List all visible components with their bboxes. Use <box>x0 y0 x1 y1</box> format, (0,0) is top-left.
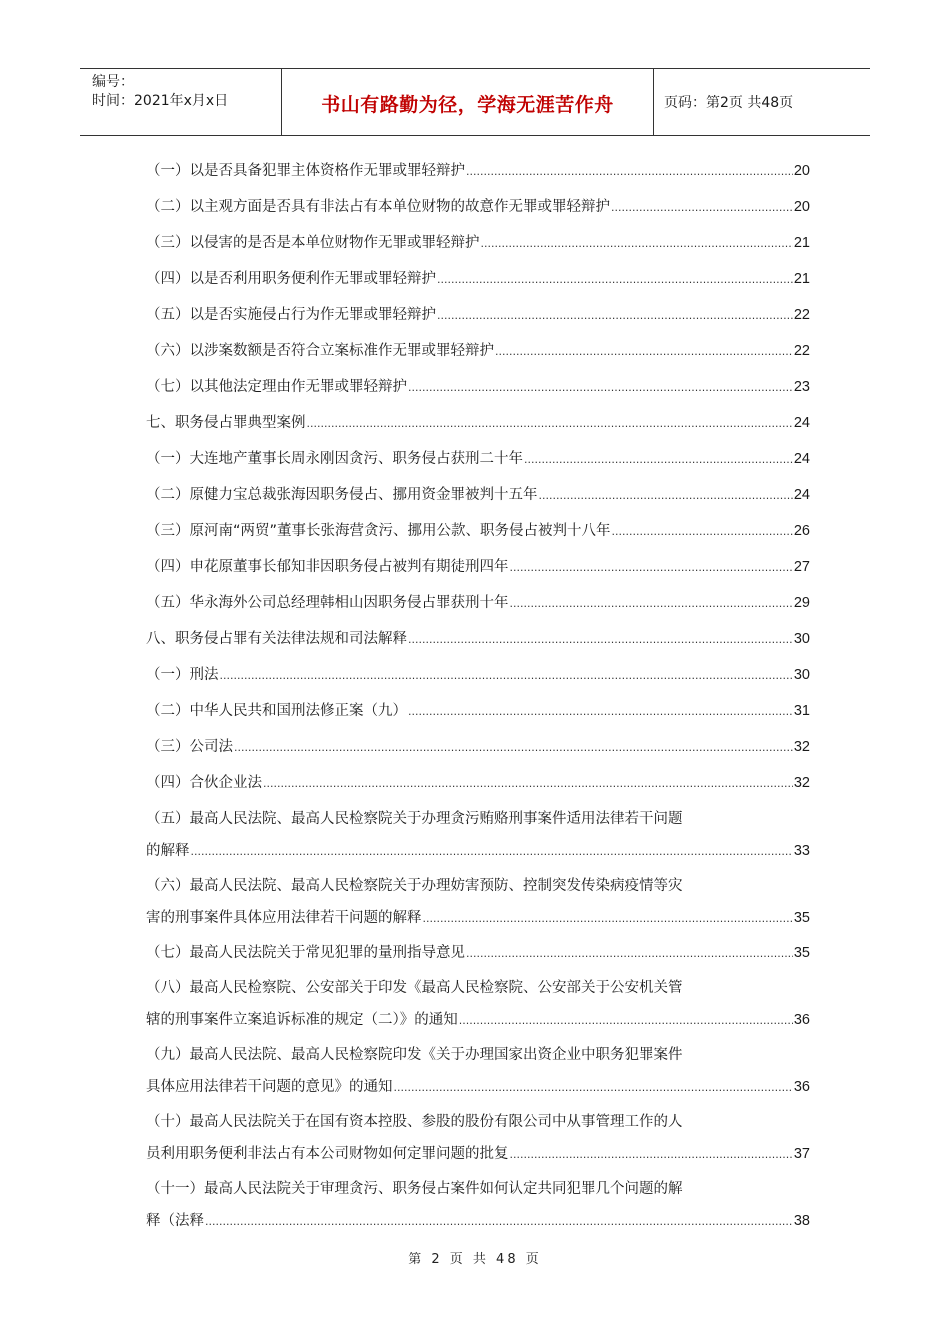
toc-entry[interactable] <box>146 477 810 513</box>
toc-entry-line1: （九）最高人民法院、最高人民检察院印发《关于办理国家出资企业中职务犯罪案件 <box>146 1047 683 1063</box>
toc-entry-page: 20 <box>793 163 810 179</box>
toc-entry-label: （六）以涉案数额是否符合立案标准作无罪或罪轻辩护 <box>146 343 494 359</box>
header-motto: 书山有路勤为径，学海无涯苦作舟 <box>282 69 654 135</box>
toc-entry-line1: （十一）最高人民法院关于审理贪污、职务侵占案件如何认定共同犯罪几个问题的解 <box>146 1181 683 1197</box>
toc-leader <box>263 765 793 802</box>
toc-leader <box>510 549 793 586</box>
toc-entry-multiline[interactable] <box>146 803 810 868</box>
toc-entry-page: 37 <box>793 1146 810 1162</box>
toc-entry-page: 32 <box>793 775 810 791</box>
toc-entry[interactable] <box>146 225 810 261</box>
toc-entry-multiline[interactable] <box>146 972 810 1037</box>
toc-entry-page: 35 <box>793 910 810 926</box>
toc-entry-label: （二）以主观方面是否具有非法占有本单位财物的故意作无罪或罪轻辩护 <box>146 199 610 215</box>
toc-entry-line2: 员利用职务便利非法占有本公司财物如何定罪问题的批复 <box>146 1146 509 1162</box>
toc-entry-line2: 辖的刑事案件立案追诉标准的规定（二）》的通知 <box>146 1012 458 1028</box>
toc-leader <box>408 369 793 406</box>
toc-entry-line1: （五）最高人民法院、最高人民检察院关于办理贪污贿赂刑事案件适用法律若干问题 <box>146 811 683 827</box>
toc-entry[interactable] <box>146 549 810 585</box>
header-page-info: 页码：第2页 共48页 <box>664 95 794 111</box>
toc-entry-multiline[interactable] <box>146 1173 810 1238</box>
toc-entry-page: 30 <box>793 631 810 647</box>
toc-leader <box>437 261 793 298</box>
toc-entry[interactable] <box>146 693 810 729</box>
toc-entry-page: 36 <box>793 1012 810 1028</box>
toc-entry-page: 35 <box>793 945 810 961</box>
toc-entry-label: （四）以是否利用职务便利作无罪或罪轻辩护 <box>146 271 436 287</box>
toc-leader <box>612 513 793 550</box>
toc-entry-page: 36 <box>793 1079 810 1095</box>
toc-entry-label: （四）合伙企业法 <box>146 775 262 791</box>
toc-entry-multiline[interactable] <box>146 870 810 935</box>
toc-entry-line2: 害的刑事案件具体应用法律若干问题的解释 <box>146 910 422 926</box>
toc-entry[interactable] <box>146 405 810 441</box>
toc-entry[interactable] <box>146 369 810 405</box>
toc-leader <box>191 835 793 868</box>
page-footer: 第 2 页 共 48 页 <box>408 1252 542 1267</box>
toc-entry-line1: （十）最高人民法院关于在国有资本控股、参股的股份有限公司中从事管理工作的人 <box>146 1114 683 1130</box>
toc-entry-page: 24 <box>793 487 810 503</box>
toc-leader <box>539 477 793 514</box>
toc-entry-label: （二）原健力宝总裁张海因职务侵占、挪用资金罪被判十五年 <box>146 487 538 503</box>
toc-entry[interactable] <box>146 621 810 657</box>
toc-entry-page: 30 <box>793 667 810 683</box>
toc-entry-multiline[interactable] <box>146 1039 810 1104</box>
toc-leader <box>394 1071 793 1104</box>
toc-entry[interactable] <box>146 513 810 549</box>
page-header <box>80 68 870 136</box>
toc-leader <box>459 1004 793 1037</box>
toc-entry-label: 七、职务侵占罪典型案例 <box>146 415 306 431</box>
toc-entry-label: （七）最高人民法院关于常见犯罪的量刑指导意见 <box>146 945 465 961</box>
toc-leader <box>510 585 793 622</box>
toc-entry-page: 29 <box>793 595 810 611</box>
toc-entry-label: （一）刑法 <box>146 667 219 683</box>
toc-entry-page: 31 <box>793 703 810 719</box>
toc-leader <box>423 902 793 935</box>
toc-entry[interactable] <box>146 261 810 297</box>
toc-leader <box>220 657 793 694</box>
toc-entry-page: 24 <box>793 415 810 431</box>
toc-entry-label: （四）申花原董事长郁知非因职务侵占被判有期徒刑四年 <box>146 559 509 575</box>
toc-leader <box>205 1205 793 1238</box>
toc-entry-page: 22 <box>793 307 810 323</box>
toc-entry-line1: （六）最高人民法院、最高人民检察院关于办理妨害预防、控制突发传染病疫情等灾 <box>146 878 683 894</box>
toc-entry-page: 23 <box>793 379 810 395</box>
toc-entry-line1: （八）最高人民检察院、公安部关于印发《最高人民检察院、公安部关于公安机关管 <box>146 980 683 996</box>
toc-leader <box>307 405 793 442</box>
toc-leader <box>408 621 793 658</box>
toc-entry-page: 33 <box>793 843 810 859</box>
toc-entry-page: 27 <box>793 559 810 575</box>
toc-entry-line2: 释（法释 <box>146 1213 204 1229</box>
toc-entry-page: 22 <box>793 343 810 359</box>
toc-entry[interactable] <box>146 729 810 765</box>
toc-leader <box>495 333 793 370</box>
toc-entry-page: 24 <box>793 451 810 467</box>
toc-entry-label: （三）公司法 <box>146 739 233 755</box>
toc-entry-page: 21 <box>793 235 810 251</box>
toc-entry-page: 38 <box>793 1213 810 1229</box>
number-label: 编号： <box>92 74 134 90</box>
toc-leader <box>466 153 793 190</box>
toc-entry[interactable] <box>146 441 810 477</box>
toc-entry-page: 21 <box>793 271 810 287</box>
toc-entry-label: （五）华永海外公司总经理韩相山因职务侵占罪获刑十年 <box>146 595 509 611</box>
toc-entry-line2: 具体应用法律若干问题的意见》的通知 <box>146 1079 393 1095</box>
toc-entry[interactable] <box>146 297 810 333</box>
table-of-contents <box>146 153 810 1240</box>
toc-entry[interactable] <box>146 333 810 369</box>
time-label: 时间：2021年x月x日 <box>92 93 229 109</box>
toc-leader <box>481 225 793 262</box>
toc-entry-label: （一）以是否具备犯罪主体资格作无罪或罪轻辩护 <box>146 163 465 179</box>
toc-entry[interactable] <box>146 765 810 801</box>
toc-entry-label: （七）以其他法定理由作无罪或罪轻辩护 <box>146 379 407 395</box>
toc-entry-label: 八、职务侵占罪有关法律法规和司法解释 <box>146 631 407 647</box>
toc-entry[interactable] <box>146 585 810 621</box>
toc-entry[interactable] <box>146 153 810 189</box>
toc-leader <box>510 1138 793 1171</box>
header-meta <box>80 69 282 135</box>
toc-entry[interactable] <box>146 189 810 225</box>
toc-leader <box>408 693 793 730</box>
toc-entry-page: 26 <box>793 523 810 539</box>
toc-leader <box>234 729 793 766</box>
toc-leader <box>437 297 793 334</box>
toc-entry[interactable] <box>146 937 810 970</box>
toc-entry-page: 32 <box>793 739 810 755</box>
toc-leader <box>611 189 793 226</box>
toc-entry-multiline[interactable] <box>146 1106 810 1171</box>
toc-entry-page: 20 <box>793 199 810 215</box>
toc-entry-label: （五）以是否实施侵占行为作无罪或罪轻辩护 <box>146 307 436 323</box>
toc-entry-label: （一）大连地产董事长周永刚因贪污、职务侵占获刑二十年 <box>146 451 523 467</box>
toc-entry-label: （三）原河南“两贸”董事长张海营贪污、挪用公款、职务侵占被判十八年 <box>146 523 611 539</box>
toc-leader <box>466 937 793 970</box>
toc-entry-label: （三）以侵害的是否是本单位财物作无罪或罪轻辩护 <box>146 235 480 251</box>
toc-leader <box>524 441 793 478</box>
toc-entry-label: （二）中华人民共和国刑法修正案（九） <box>146 703 407 719</box>
toc-entry-line2: 的解释 <box>146 843 190 859</box>
toc-entry[interactable] <box>146 657 810 693</box>
